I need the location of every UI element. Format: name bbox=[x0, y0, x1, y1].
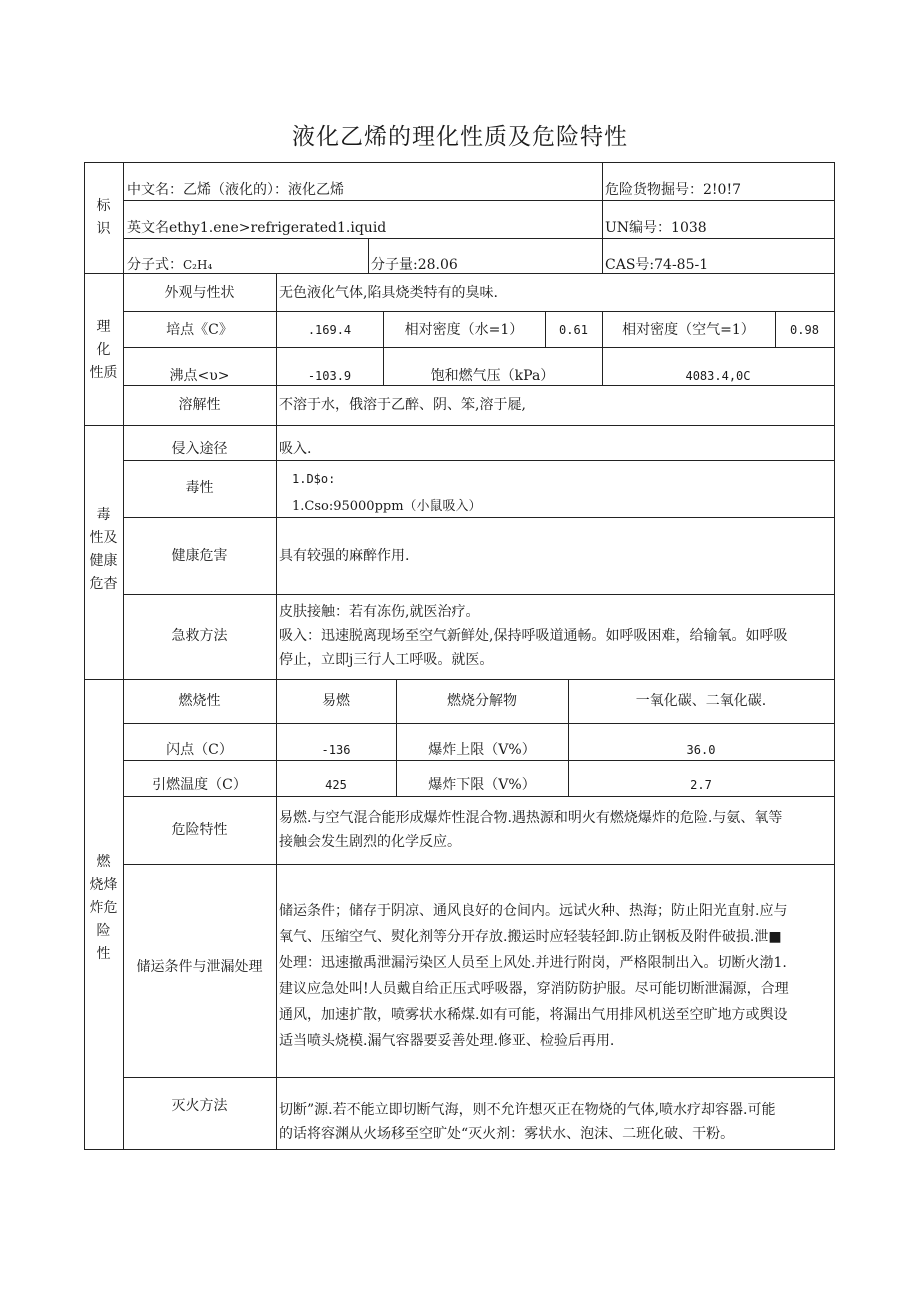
en-name: 英文名ethy1.ene>refrigerated1.iquid bbox=[127, 220, 387, 236]
melting-value: .169.4 bbox=[307, 323, 352, 337]
boiling-label: 沸点<υ> bbox=[169, 368, 230, 384]
molecular-formula: 分子式：C₂H₄ bbox=[127, 257, 213, 273]
health-value: 具有较强的麻醉作用. bbox=[279, 548, 410, 564]
section-label-fire: 燃 烧烽 炸危 险 性 bbox=[89, 854, 118, 962]
un-number: UN编号：1038 bbox=[605, 220, 707, 236]
molecular-weight: 分子量:28.06 bbox=[371, 257, 458, 273]
flash-point-value: -136 bbox=[321, 743, 351, 757]
upper-limit-label: 爆炸上限（V%） bbox=[428, 742, 536, 758]
ignition-value: 425 bbox=[325, 778, 347, 792]
flammability-value: 易燃 bbox=[322, 693, 350, 709]
lower-limit-value: 2.7 bbox=[690, 778, 712, 792]
extinguish-label: 灭火方法 bbox=[171, 1098, 228, 1114]
appearance-label: 外观与性状 bbox=[164, 285, 235, 301]
formula-value: C₂H₄ bbox=[183, 258, 213, 272]
firstaid-text: 皮肤接触：若有冻伤,就医治疗。 吸入：迅速脱离现场至空气新鲜处,保持呼吸道通畅。如呼吸困难，给输氧。如呼吸 停止，立即j三行人工呼吸。就医。 bbox=[279, 604, 788, 668]
decomposition-value: 一氧化碳、二氧化碳. bbox=[635, 693, 767, 709]
toxicity-lc50: 1.Cso:95000ppm（小鼠吸入） bbox=[292, 499, 482, 514]
section-label-tox: 毒 性及 健康 危杳 bbox=[89, 507, 118, 592]
danger-number: 危险货物掘号：2!0!7 bbox=[605, 182, 741, 198]
boiling-value: -103.9 bbox=[307, 369, 352, 383]
route-label: 侵入途径 bbox=[171, 441, 228, 457]
cn-name: 中文名：乙烯（液化的）：液化乙烯 bbox=[127, 182, 344, 198]
extinguish-text: 切断”源.若不能立即切断气海，则不允许想灭正在物烧的气体,喷水疗却容器.可能 的话将容渊从火场移至空旷处“灭火剂：雾状水、泡沫、二班化破、干粉。 bbox=[279, 1102, 776, 1142]
upper-limit-value: 36.0 bbox=[686, 743, 716, 757]
storage-text: 储运条件；储存于阴凉、通风良好的仓间内。远试火种、热海；防止阳光直射.应与 氧气、压缩空气、熨化剂等分开存放.搬运时应轻装轻卸.防止钢板及附件破损.泄■ 处理：迅速撤禹泄漏污染区人员至上风处.并进行附岗，严格限制出入。切断火渤1. 建议应急处叫!人员戴自给正压式呼吸器，穿消防防护服。尽可能切断泄漏源，合理 通风，加速扩散，喷雾状水稀煤.如有可能，将漏出气用排风机送至空旷地方或舆设 适当喷头烧模.漏气容器要妥善处理.修亚、检验后再用. bbox=[279, 903, 789, 1049]
density-water-label: 相对密度（水=1） bbox=[404, 322, 524, 338]
page-title: 液化乙烯的理化性质及危险特性 bbox=[292, 124, 628, 150]
solubility-value: 不溶于水，俄溶于乙醉、阴、笨,溶于屣, bbox=[279, 397, 526, 413]
storage-label: 储运条件与泄漏处理 bbox=[136, 959, 263, 975]
solubility-label: 溶解性 bbox=[178, 397, 221, 413]
flammability-label: 燃烧性 bbox=[178, 693, 221, 709]
lower-limit-label: 爆炸下限（V%） bbox=[428, 777, 536, 793]
toxicity-label: 毒性 bbox=[185, 480, 214, 496]
melting-label: 培点《C》 bbox=[166, 322, 233, 338]
section-label-ident: 标 识 bbox=[96, 198, 111, 237]
ignition-label: 引燃温度（C） bbox=[152, 777, 247, 793]
cas-number: CAS号:74-85-1 bbox=[605, 257, 709, 273]
density-water-value: 0.61 bbox=[559, 323, 588, 337]
flash-point-label: 闪点（C） bbox=[166, 742, 233, 758]
hazard-label: 危险特性 bbox=[171, 822, 228, 838]
health-label: 健康危害 bbox=[171, 548, 228, 564]
vapor-pressure-value: 4083.4,0C bbox=[685, 369, 751, 383]
decomposition-label: 燃烧分解物 bbox=[447, 693, 517, 709]
section-label-phys: 理 化 性质 bbox=[89, 319, 118, 381]
hazard-text: 易燃.与空气混合能形成爆炸性混合物.遇热源和明火有燃烧爆炸的危险.与氨、氧等 接触会发生剧烈的化学反应。 bbox=[279, 810, 783, 850]
appearance-value: 无色液化气体,陷具烧类特有的臭味. bbox=[279, 285, 498, 301]
vapor-pressure-label: 饱和燃气压（kPa） bbox=[430, 368, 555, 384]
toxicity-ld50: 1.D$o: bbox=[292, 472, 336, 486]
firstaid-label: 急救方法 bbox=[171, 628, 228, 644]
route-value: 吸入. bbox=[279, 441, 312, 457]
density-air-value: 0.98 bbox=[790, 323, 819, 337]
density-air-label: 相对密度（空气=1） bbox=[622, 322, 755, 338]
